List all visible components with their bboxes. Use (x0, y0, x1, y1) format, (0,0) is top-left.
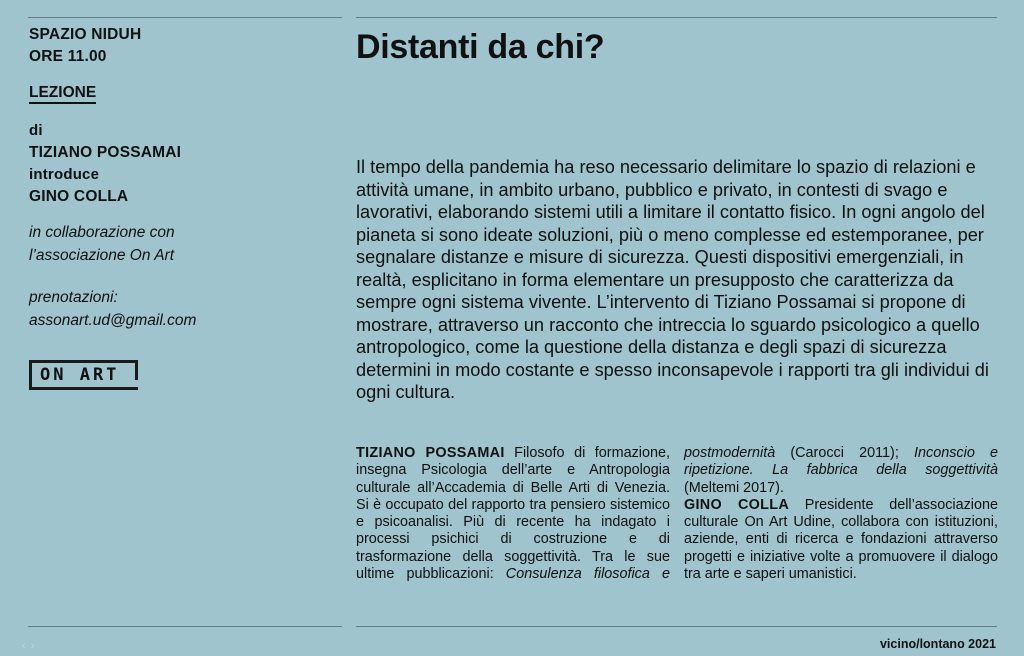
event-info-column (29, 24, 329, 390)
by-label: di (29, 122, 43, 139)
event-time: ORE 11.00 (29, 48, 107, 65)
logo-text: ON ART (40, 365, 120, 385)
on-art-logo (29, 360, 135, 390)
booking-email[interactable]: assonart.ud@gmail.com (29, 312, 197, 329)
bottom-rule-left (28, 626, 342, 627)
biographies (356, 445, 998, 583)
intro-paragraph: Il tempo della pandemia ha reso necessario delimitare lo spazio di relazioni e attività umane, in ambito urbano, pubblico e privato, in contesti di svago e lavorativi, elaborando sistemi utili a limitare il contatto fisico. In ogni angolo del pianeta si sono ideate soluzioni, più o meno complesse ed estemporanee, per segnalare distanze e misure di sicurezza. Questi dispositivi emergenziali, in realtà, esplicitano in forma elementare un presupposto che caratterizza da sempre ogni sistema vivente. L’intervento di Tiziano Possamai si propone di mostrare, attraverso un racconto che intreccia lo sguardo psicologico a quello antropologico, come la questione della distanza e degli spazi di sicurezza determini in modo costante e spesso inconsapevole i rapporti tra gli individui di ogni cultura. (356, 157, 989, 402)
bio-possamai-book2: Inconscio e ripetizione. La fabbrica della soggettività (684, 445, 998, 479)
venue: SPAZIO NIDUH (29, 26, 142, 43)
booking-label: prenotazioni: (29, 289, 118, 306)
bio-possamai-mid: (Carocci 2011); (775, 445, 915, 461)
bio-possamai-text: Filosofo di formazione, insegna Psicologia dell’arte e Antropologia culturale all’Accademia di Belle Arti di Venezia. Si è occupato del rapporto tra pensiero sistemico e psicoanalisi. Più di recente ha indagato i processi psichici di costruzione e di trasformazione della soggettività. Tra le sue ultime pubblicazioni: (356, 445, 670, 583)
collaboration-line-1: in collaborazione con (29, 224, 175, 241)
introduces-label: introduce (29, 166, 100, 183)
bio-possamai-name: TIZIANO POSSAMAI (356, 445, 505, 461)
page-title: Distanti da chi? (356, 28, 605, 66)
speaker-name: TIZIANO POSSAMAI (29, 144, 182, 161)
bio-possamai-end: (Meltemi 2017). (684, 479, 784, 496)
bio-colla (684, 497, 998, 583)
bio-possamai-book1: Consulenza filosofica e postmodernità (505, 445, 776, 583)
event-type: LEZIONE (29, 83, 96, 104)
page-nav-arrows[interactable]: ‹ › (22, 640, 36, 652)
bottom-rule-right (356, 626, 997, 627)
bio-colla-text: Presidente dell’associazione culturale On Art Udine, collabora con istituzioni, aziende, enti di ricerca e fondazioni attraverso progetti e iniziative volte a promuovere il dialogo tra arte e saperi umanistici. (684, 496, 998, 583)
introducer-name: GINO COLLA (29, 188, 129, 205)
bio-colla-name: GINO COLLA (684, 496, 790, 513)
top-rule-right (356, 17, 997, 18)
footer-label: vicino/lontano 2021 (879, 637, 996, 651)
top-rule-left (28, 17, 342, 18)
collaboration-line-2: l’associazione On Art (29, 247, 175, 264)
